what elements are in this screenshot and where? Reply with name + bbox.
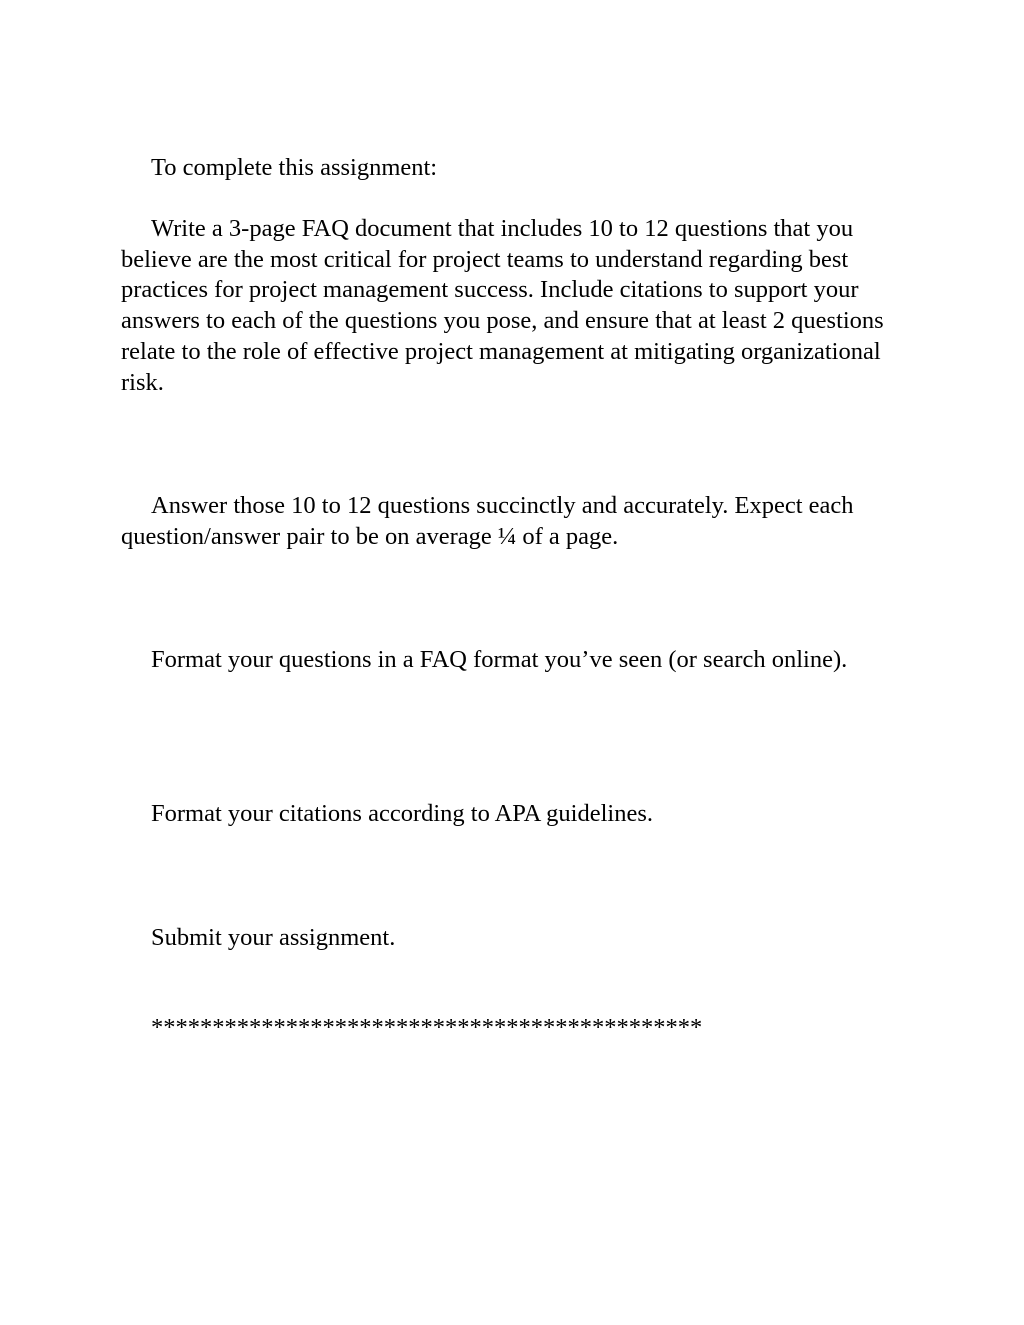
paragraph-format-citations: Format your citations according to APA guidelines. bbox=[151, 800, 653, 827]
separator-line: ********************************************* bbox=[151, 1014, 703, 1041]
paragraph-write-faq: Write a 3-page FAQ document that includes 10 to 12 questions that you believe are the most critical for project teams to understand regarding best practices for project management success. Include citations to support your answers to each of the questions you pose, and ensure that at least 2 questions relate to the role of effective project management at mitigating organizational risk. bbox=[121, 215, 884, 396]
paragraph-format-questions: Format your questions in a FAQ format you’ve seen (or search online). bbox=[151, 646, 848, 673]
paragraph-submit: Submit your assignment. bbox=[151, 924, 396, 951]
intro-line: To complete this assignment: bbox=[151, 154, 438, 181]
paragraph-answer-questions: Answer those 10 to 12 questions succinctly and accurately. Expect each question/answer pair to be on average ¼ of a page. bbox=[121, 492, 854, 550]
